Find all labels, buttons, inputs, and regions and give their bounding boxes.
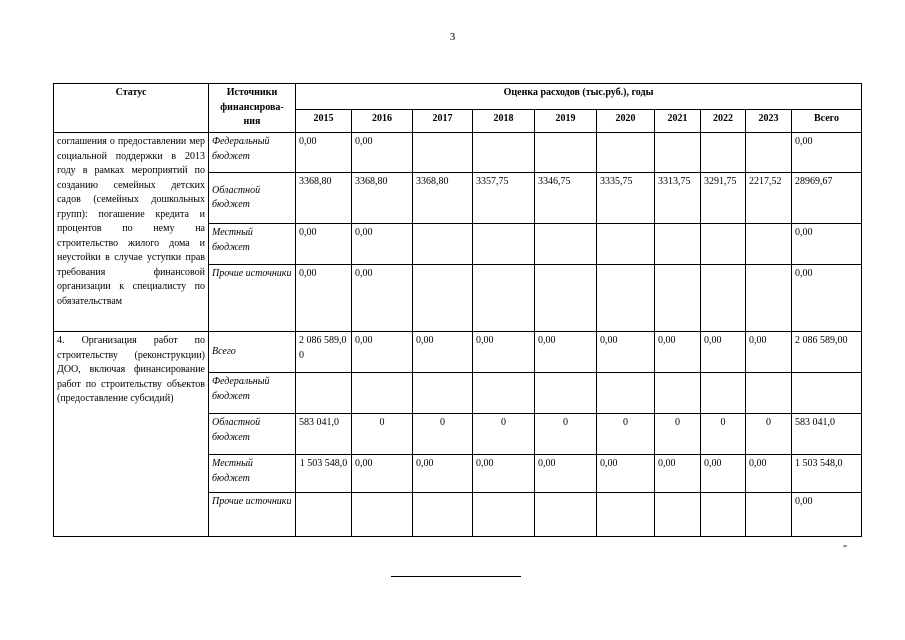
total-cell [792,373,862,414]
value-cell: 3368,80 [413,173,473,224]
value-cell: 0 [413,414,473,455]
source-cell: Прочие источники [209,493,296,537]
year-header: 2017 [413,110,473,133]
year-header: 2020 [597,110,655,133]
value-cell: 0,00 [352,455,413,493]
value-cell: 0,00 [352,265,413,332]
value-cell: 2 086 589,00 [296,332,352,373]
value-cell: 0,00 [535,332,597,373]
value-cell [535,133,597,173]
total-cell: 0,00 [792,493,862,537]
value-cell [296,493,352,537]
total-cell: 0,00 [792,133,862,173]
source-cell: Всего [209,332,296,373]
value-cell: 0,00 [413,455,473,493]
header-status: Статус [54,84,209,133]
closing-quote: " [843,544,848,555]
source-cell: Областной бюджет [209,414,296,455]
year-header: 2016 [352,110,413,133]
page-number: 3 [449,31,456,43]
value-cell [535,493,597,537]
value-cell: 0,00 [352,133,413,173]
year-header: 2021 [655,110,701,133]
source-cell: Федеральный бюджет [209,133,296,173]
value-cell [597,133,655,173]
value-cell [701,373,746,414]
value-cell: 3368,80 [296,173,352,224]
value-cell: 3335,75 [597,173,655,224]
value-cell: 0 [746,414,792,455]
value-cell [413,224,473,265]
value-cell: 0,00 [655,455,701,493]
value-cell [473,265,535,332]
value-cell [746,224,792,265]
year-header: 2018 [473,110,535,133]
total-cell: 0,00 [792,265,862,332]
value-cell: 0,00 [296,224,352,265]
value-cell [413,133,473,173]
value-cell [597,265,655,332]
value-cell [597,373,655,414]
value-cell [746,493,792,537]
source-cell: Местный бюджет [209,455,296,493]
value-cell [746,373,792,414]
value-cell: 0 [597,414,655,455]
source-cell: Областной бюджет [209,173,296,224]
total-cell: 2 086 589,00 [792,332,862,373]
value-cell [655,373,701,414]
value-cell: 1 503 548,0 [296,455,352,493]
value-cell [296,373,352,414]
total-cell: 28969,67 [792,173,862,224]
value-cell [701,265,746,332]
value-cell [352,493,413,537]
value-cell: 0 [655,414,701,455]
value-cell [701,133,746,173]
source-cell: Федеральный бюджет [209,373,296,414]
value-cell [597,493,655,537]
footer-divider [391,576,521,577]
status-cell: соглашения о предоставлении мер социальной поддержки в 2013 году в рамках мероприятий по созданию семейных детских садов (семейных дошкольных групп): погашение кредита и процентов по нему на строительство жилого дома и неустойки в случае уступки прав требования финансовой организации к специалисту по обязательствам [54,133,209,332]
status-cell: 4. Организация работ по строительству (реконструкции) ДОО, включая финансирование работ по строительству объектов (предоставление субсидий) [54,332,209,537]
total-cell: 583 041,0 [792,414,862,455]
value-cell [473,133,535,173]
value-cell [413,493,473,537]
value-cell: 3291,75 [701,173,746,224]
year-header: 2023 [746,110,792,133]
value-cell: 0,00 [413,332,473,373]
value-cell [597,224,655,265]
value-cell [655,265,701,332]
budget-table [53,83,862,537]
header-sources: Источники финансирова-ния [209,84,296,133]
value-cell [701,224,746,265]
value-cell: 0,00 [473,332,535,373]
value-cell [655,224,701,265]
value-cell: 0,00 [597,332,655,373]
value-cell [701,493,746,537]
year-header: 2019 [535,110,597,133]
value-cell [473,373,535,414]
value-cell [413,265,473,332]
value-cell: 0 [473,414,535,455]
value-cell: 0,00 [352,332,413,373]
header-estimate: Оценка расходов (тыс.руб.), годы [296,84,862,110]
value-cell [746,265,792,332]
value-cell [655,493,701,537]
source-cell: Прочие источники [209,265,296,332]
value-cell: 3368,80 [352,173,413,224]
value-cell: 0,00 [655,332,701,373]
value-cell [413,373,473,414]
value-cell: 0 [352,414,413,455]
value-cell: 0,00 [701,455,746,493]
value-cell [655,133,701,173]
value-cell: 0,00 [352,224,413,265]
value-cell [535,265,597,332]
value-cell: 0 [535,414,597,455]
value-cell: 0,00 [296,265,352,332]
year-header: 2015 [296,110,352,133]
value-cell [746,133,792,173]
value-cell: 2217,52 [746,173,792,224]
value-cell: 0,00 [597,455,655,493]
value-cell: 0,00 [296,133,352,173]
value-cell [352,373,413,414]
value-cell [473,224,535,265]
value-cell: 3357,75 [473,173,535,224]
value-cell [473,493,535,537]
total-header: Всего [792,110,862,133]
total-cell: 1 503 548,0 [792,455,862,493]
value-cell: 0 [701,414,746,455]
value-cell: 3313,75 [655,173,701,224]
source-cell: Местный бюджет [209,224,296,265]
value-cell: 0,00 [746,455,792,493]
value-cell: 0,00 [746,332,792,373]
value-cell: 583 041,0 [296,414,352,455]
value-cell [535,373,597,414]
total-cell: 0,00 [792,224,862,265]
value-cell: 0,00 [535,455,597,493]
year-header: 2022 [701,110,746,133]
value-cell: 0,00 [473,455,535,493]
value-cell [535,224,597,265]
value-cell: 0,00 [701,332,746,373]
value-cell: 3346,75 [535,173,597,224]
